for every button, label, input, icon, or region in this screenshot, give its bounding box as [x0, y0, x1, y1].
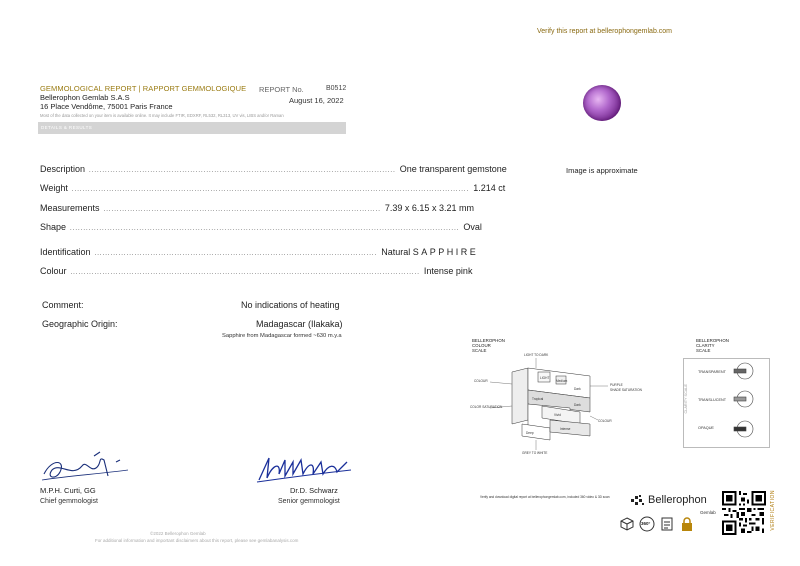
company-name: Bellerophon Gemlab S.A.S	[40, 93, 130, 102]
clarity-side-label: CLARITY SCALE	[684, 384, 688, 414]
3d-cube-icon	[619, 516, 635, 532]
detail-label: Measurements	[40, 203, 100, 213]
signature-schwarz	[255, 452, 355, 486]
detail-label: Shape	[40, 222, 67, 232]
bellerophon-logo-icon	[631, 495, 645, 507]
leader-dots: ...................................................................................................................	[89, 168, 396, 174]
feature-icons	[619, 516, 695, 532]
section-bar-label: DETAILS & RESULTS	[41, 125, 93, 130]
colour-scale-title-line: SCALE	[472, 348, 487, 353]
detail-value	[381, 247, 478, 257]
detail-value: One transparent gemstone	[399, 164, 507, 174]
colour-label-shade-saturation: SHADE SATURATION	[610, 388, 642, 392]
footer-info: For additional information and important disclaimers about this report, please see gemlabanalysis.com	[95, 538, 299, 543]
leader-dots: ..........................................................................................................	[94, 251, 378, 257]
comment-label: Comment:	[42, 300, 84, 310]
clarity-scale-title-line: BELLEROPHON	[696, 338, 729, 343]
origin-label: Geographic Origin:	[42, 319, 118, 329]
clarity-scale-title-line: SCALE	[696, 348, 711, 353]
brand-sub: Gemlab	[700, 510, 716, 515]
360-video-icon	[639, 516, 655, 532]
colour-label-dark-2: Dark	[574, 403, 581, 407]
lock-icon	[679, 516, 695, 532]
identification-species: SAPPHIRE	[412, 247, 479, 257]
colour-label-intense: Intense	[560, 427, 571, 431]
detail-value: Oval	[463, 222, 482, 232]
report-number-label: REPORT No.	[259, 85, 304, 94]
colour-label-colour: COLOUR	[474, 379, 488, 383]
colour-scale-title-line: BELLEROPHON	[472, 338, 505, 343]
clarity-item-opaque: OPAQUE	[698, 426, 714, 430]
detail-value: Intense pink	[423, 266, 473, 276]
detail-row-colour	[40, 266, 473, 279]
leader-dots: ........................................................................................................	[103, 207, 381, 213]
signature-curti	[38, 448, 133, 484]
origin-value: Madagascar (Ilakaka)	[256, 319, 343, 329]
detail-row-identification	[40, 247, 479, 260]
detail-value: 7.39 x 6.15 x 3.21 mm	[384, 203, 474, 213]
detail-row-measurements	[40, 203, 474, 216]
brand-name: Bellerophon	[648, 494, 707, 506]
report-title: GEMMOLOGICAL REPORT | RAPPORT GEMMOLOGIQUE	[40, 84, 247, 93]
verification-label: VERIFICATION	[770, 490, 776, 531]
colour-label-grey-white: GREY TO WHITE	[522, 451, 548, 455]
colour-label-medium: Medium	[556, 379, 568, 383]
signer-name-1: M.P.H. Curti, GG	[40, 486, 96, 495]
data-note: Most of the data collected on your item is available online. It may include FTIR, EDXRF, RL532, RL313, UV vis, LIBS and/or Raman	[40, 113, 284, 118]
colour-label-deep: Deep	[526, 431, 534, 435]
image-caption: Image is approximate	[566, 166, 638, 175]
leader-dots: ...................................................................................................................................	[70, 270, 420, 276]
colour-scale-diagram	[470, 350, 640, 460]
360-badge-label: 360°	[641, 521, 651, 526]
colour-label-dark: Dark	[574, 387, 581, 391]
colour-label-light: LIGHT	[540, 376, 550, 380]
company-address: 16 Place Vendôme, 75001 Paris France	[40, 102, 173, 111]
detail-row-description	[40, 164, 507, 177]
signer-name-2: Dr.D. Schwarz	[290, 486, 338, 495]
gemstone-image	[583, 85, 621, 121]
clarity-item-transparent: TRANSPARENT	[698, 370, 726, 374]
colour-label-colour-2: COLOUR	[598, 419, 612, 423]
leader-dots: ..................................................................................................................................................	[70, 226, 460, 232]
qr-code-icon[interactable]	[722, 491, 766, 535]
colour-label-tropical: Tropical	[532, 397, 544, 401]
clarity-icons	[732, 362, 758, 444]
detail-label: Weight	[40, 183, 68, 193]
comment-value: No indications of heating	[241, 300, 340, 310]
colour-label-purple: PURPLE	[610, 383, 623, 387]
clarity-scale-title-line: CLARITY	[696, 343, 715, 348]
document-icon	[659, 516, 675, 532]
section-bar	[38, 122, 346, 134]
detail-label: Description	[40, 164, 86, 174]
detail-value: 1.214 ct	[473, 183, 506, 193]
clarity-item-translucent: TRANSLUCENT	[698, 398, 727, 402]
report-date: August 16, 2022	[289, 96, 344, 105]
identification-prefix: Natural	[381, 247, 411, 257]
detail-row-weight	[40, 183, 506, 196]
colour-label-vivid: Vivid	[554, 413, 561, 417]
verify-link[interactable]: Verify this report at bellerophongemlab.com	[537, 28, 673, 35]
colour-label-color-saturation: COLOR SATURATION	[470, 405, 503, 409]
colour-label-light-dark: LIGHT TO DARK	[524, 353, 549, 357]
origin-note: Sapphire from Madagascar formed ~630 m.y.a	[222, 333, 342, 339]
signer-role-1: Chief gemmologist	[40, 498, 98, 505]
colour-scale-title-line: COLOUR	[472, 343, 491, 348]
detail-label: Colour	[40, 266, 67, 276]
detail-row-shape	[40, 222, 482, 235]
online-note: Verify and download digital report at bellerophongemlab.com, included 360 video & 3D scan	[480, 495, 610, 499]
signer-role-2: Senior gemmologist	[278, 498, 340, 505]
report-number: B0512	[326, 85, 347, 92]
footer-copyright: ©2022 Bellerophon Gemlab	[150, 531, 206, 536]
clarity-scale-title	[696, 338, 729, 353]
detail-label: Identification	[40, 247, 91, 257]
leader-dots: .....................................................................................................................................................	[71, 187, 470, 193]
